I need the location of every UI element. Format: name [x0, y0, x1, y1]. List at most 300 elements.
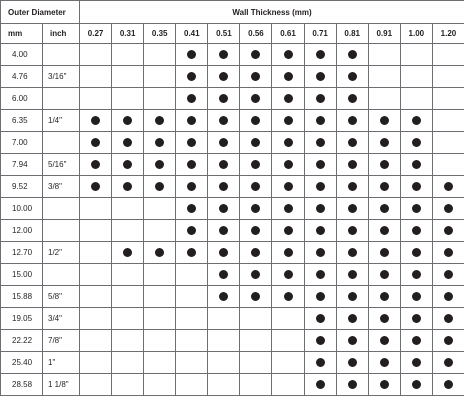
table-row — [1, 352, 464, 374]
availability-cell — [368, 242, 400, 264]
availability-cell — [432, 308, 464, 330]
available-dot-icon — [444, 182, 453, 191]
available-dot-icon — [155, 182, 164, 191]
available-dot-icon — [91, 138, 100, 147]
mm-cell: 7.94 — [1, 154, 43, 176]
availability-cell — [304, 132, 336, 154]
availability-cell — [176, 308, 208, 330]
availability-cell — [144, 198, 176, 220]
available-dot-icon — [284, 248, 293, 257]
mm-cell: 6.35 — [1, 110, 43, 132]
available-dot-icon — [412, 314, 421, 323]
available-dot-icon — [123, 182, 132, 191]
availability-cell — [80, 374, 112, 396]
availability-cell — [240, 330, 272, 352]
inch-cell — [43, 264, 80, 286]
table-row — [1, 198, 464, 220]
available-dot-icon — [123, 138, 132, 147]
availability-cell — [208, 198, 240, 220]
availability-cell — [336, 88, 368, 110]
availability-cell — [176, 88, 208, 110]
available-dot-icon — [316, 138, 325, 147]
available-dot-icon — [284, 94, 293, 103]
available-dot-icon — [348, 160, 357, 169]
availability-cell — [432, 154, 464, 176]
availability-cell — [272, 308, 304, 330]
available-dot-icon — [123, 116, 132, 125]
availability-cell — [208, 308, 240, 330]
available-dot-icon — [444, 248, 453, 257]
availability-cell — [400, 374, 432, 396]
inch-cell: 5/16" — [43, 154, 80, 176]
availability-cell — [144, 330, 176, 352]
availability-cell — [240, 352, 272, 374]
available-dot-icon — [348, 226, 357, 235]
available-dot-icon — [187, 94, 196, 103]
available-dot-icon — [348, 116, 357, 125]
mm-cell: 7.00 — [1, 132, 43, 154]
availability-cell — [208, 66, 240, 88]
availability-cell — [176, 330, 208, 352]
available-dot-icon — [380, 248, 389, 257]
availability-cell — [240, 44, 272, 66]
available-dot-icon — [316, 380, 325, 389]
availability-cell — [80, 220, 112, 242]
available-dot-icon — [219, 94, 228, 103]
available-dot-icon — [284, 204, 293, 213]
inch-cell — [43, 88, 80, 110]
available-dot-icon — [316, 94, 325, 103]
availability-cell — [240, 154, 272, 176]
availability-cell — [208, 286, 240, 308]
availability-cell — [80, 242, 112, 264]
mm-cell: 25.40 — [1, 352, 43, 374]
wall-thickness-header: Wall Thickness (mm) — [80, 1, 464, 24]
availability-cell — [144, 220, 176, 242]
available-dot-icon — [316, 314, 325, 323]
available-dot-icon — [316, 182, 325, 191]
table-row — [1, 220, 464, 242]
availability-cell — [80, 132, 112, 154]
thickness-column-header: 0.41 — [176, 24, 208, 44]
table-row — [1, 330, 464, 352]
availability-cell — [368, 154, 400, 176]
availability-cell — [336, 110, 368, 132]
availability-cell — [176, 44, 208, 66]
mm-cell: 12.70 — [1, 242, 43, 264]
availability-cell — [112, 330, 144, 352]
availability-cell — [144, 44, 176, 66]
availability-cell — [208, 44, 240, 66]
available-dot-icon — [444, 292, 453, 301]
available-dot-icon — [219, 248, 228, 257]
availability-cell — [176, 132, 208, 154]
available-dot-icon — [348, 380, 357, 389]
availability-cell — [112, 66, 144, 88]
availability-cell — [208, 132, 240, 154]
availability-cell — [432, 198, 464, 220]
availability-cell — [336, 264, 368, 286]
availability-cell — [432, 110, 464, 132]
availability-cell — [112, 88, 144, 110]
available-dot-icon — [219, 270, 228, 279]
available-dot-icon — [412, 380, 421, 389]
available-dot-icon — [412, 270, 421, 279]
available-dot-icon — [187, 138, 196, 147]
availability-cell — [176, 220, 208, 242]
available-dot-icon — [284, 182, 293, 191]
mm-cell: 12.00 — [1, 220, 43, 242]
available-dot-icon — [348, 270, 357, 279]
header-row-sub — [1, 24, 464, 44]
availability-cell — [80, 264, 112, 286]
available-dot-icon — [348, 94, 357, 103]
available-dot-icon — [348, 358, 357, 367]
mm-cell: 6.00 — [1, 88, 43, 110]
availability-cell — [112, 264, 144, 286]
availability-cell — [336, 220, 368, 242]
availability-cell — [144, 286, 176, 308]
available-dot-icon — [219, 182, 228, 191]
availability-cell — [432, 66, 464, 88]
mm-cell: 4.00 — [1, 44, 43, 66]
availability-cell — [80, 308, 112, 330]
availability-cell — [400, 154, 432, 176]
availability-cell — [368, 220, 400, 242]
inch-cell — [43, 44, 80, 66]
availability-cell — [208, 220, 240, 242]
mm-cell: 22.22 — [1, 330, 43, 352]
available-dot-icon — [91, 160, 100, 169]
availability-cell — [272, 110, 304, 132]
availability-cell — [368, 66, 400, 88]
available-dot-icon — [444, 204, 453, 213]
availability-cell — [432, 220, 464, 242]
availability-cell — [400, 132, 432, 154]
mm-cell: 19.05 — [1, 308, 43, 330]
available-dot-icon — [380, 138, 389, 147]
available-dot-icon — [187, 182, 196, 191]
available-dot-icon — [348, 314, 357, 323]
available-dot-icon — [348, 204, 357, 213]
inch-cell: 7/8" — [43, 330, 80, 352]
availability-cell — [240, 374, 272, 396]
availability-cell — [304, 242, 336, 264]
table-body — [1, 44, 464, 396]
inch-cell: 1/4" — [43, 110, 80, 132]
inch-cell: 1/2" — [43, 242, 80, 264]
availability-cell — [400, 110, 432, 132]
availability-cell — [208, 154, 240, 176]
availability-cell — [176, 198, 208, 220]
available-dot-icon — [251, 160, 260, 169]
availability-cell — [80, 286, 112, 308]
thickness-column-header: 0.31 — [112, 24, 144, 44]
availability-cell — [112, 286, 144, 308]
available-dot-icon — [284, 160, 293, 169]
availability-cell — [400, 330, 432, 352]
available-dot-icon — [316, 160, 325, 169]
mm-cell: 15.00 — [1, 264, 43, 286]
available-dot-icon — [444, 336, 453, 345]
available-dot-icon — [187, 50, 196, 59]
available-dot-icon — [348, 248, 357, 257]
availability-cell — [144, 176, 176, 198]
available-dot-icon — [316, 336, 325, 345]
availability-cell — [432, 264, 464, 286]
availability-cell — [368, 352, 400, 374]
available-dot-icon — [380, 204, 389, 213]
availability-cell — [304, 44, 336, 66]
inch-column-header: inch — [43, 24, 80, 44]
available-dot-icon — [284, 50, 293, 59]
availability-cell — [304, 264, 336, 286]
availability-cell — [144, 110, 176, 132]
availability-cell — [80, 352, 112, 374]
available-dot-icon — [91, 116, 100, 125]
availability-cell — [112, 44, 144, 66]
available-dot-icon — [412, 336, 421, 345]
available-dot-icon — [251, 182, 260, 191]
thickness-column-header: 0.81 — [336, 24, 368, 44]
thickness-column-header: 0.56 — [240, 24, 272, 44]
availability-cell — [272, 88, 304, 110]
available-dot-icon — [348, 138, 357, 147]
availability-cell — [304, 176, 336, 198]
available-dot-icon — [348, 182, 357, 191]
availability-cell — [240, 242, 272, 264]
thickness-column-header: 0.27 — [80, 24, 112, 44]
thickness-column-header: 0.35 — [144, 24, 176, 44]
availability-cell — [400, 220, 432, 242]
available-dot-icon — [316, 72, 325, 81]
availability-cell — [208, 352, 240, 374]
availability-cell — [336, 352, 368, 374]
availability-cell — [80, 110, 112, 132]
availability-cell — [80, 198, 112, 220]
availability-cell — [432, 286, 464, 308]
availability-cell — [208, 330, 240, 352]
available-dot-icon — [284, 116, 293, 125]
availability-cell — [176, 374, 208, 396]
availability-cell — [240, 286, 272, 308]
availability-cell — [272, 374, 304, 396]
availability-cell — [432, 132, 464, 154]
availability-cell — [304, 352, 336, 374]
available-dot-icon — [155, 116, 164, 125]
available-dot-icon — [251, 72, 260, 81]
table-row — [1, 264, 464, 286]
available-dot-icon — [412, 204, 421, 213]
availability-cell — [272, 176, 304, 198]
available-dot-icon — [155, 248, 164, 257]
availability-cell — [336, 66, 368, 88]
available-dot-icon — [251, 94, 260, 103]
availability-cell — [368, 264, 400, 286]
availability-cell — [176, 110, 208, 132]
availability-cell — [336, 242, 368, 264]
availability-cell — [336, 176, 368, 198]
available-dot-icon — [284, 270, 293, 279]
inch-cell: 3/16" — [43, 66, 80, 88]
availability-cell — [400, 242, 432, 264]
availability-cell — [176, 176, 208, 198]
availability-cell — [176, 286, 208, 308]
availability-cell — [80, 88, 112, 110]
thickness-column-header: 0.51 — [208, 24, 240, 44]
available-dot-icon — [219, 138, 228, 147]
available-dot-icon — [219, 50, 228, 59]
available-dot-icon — [316, 204, 325, 213]
availability-cell — [144, 88, 176, 110]
available-dot-icon — [412, 160, 421, 169]
available-dot-icon — [444, 358, 453, 367]
mm-column-header: mm — [1, 24, 43, 44]
availability-cell — [240, 176, 272, 198]
availability-cell — [400, 176, 432, 198]
availability-cell — [144, 374, 176, 396]
availability-cell — [400, 44, 432, 66]
available-dot-icon — [187, 226, 196, 235]
available-dot-icon — [444, 380, 453, 389]
availability-cell — [400, 264, 432, 286]
available-dot-icon — [251, 116, 260, 125]
available-dot-icon — [380, 116, 389, 125]
availability-cell — [112, 220, 144, 242]
availability-cell — [144, 242, 176, 264]
availability-cell — [208, 176, 240, 198]
available-dot-icon — [251, 270, 260, 279]
available-dot-icon — [380, 270, 389, 279]
available-dot-icon — [380, 314, 389, 323]
available-dot-icon — [380, 292, 389, 301]
mm-cell: 10.00 — [1, 198, 43, 220]
availability-cell — [176, 352, 208, 374]
availability-cell — [272, 242, 304, 264]
available-dot-icon — [123, 160, 132, 169]
available-dot-icon — [187, 72, 196, 81]
thickness-column-header: 0.91 — [368, 24, 400, 44]
availability-cell — [112, 242, 144, 264]
availability-cell — [368, 308, 400, 330]
inch-cell — [43, 220, 80, 242]
availability-cell — [304, 66, 336, 88]
availability-cell — [272, 286, 304, 308]
available-dot-icon — [380, 160, 389, 169]
availability-cell — [112, 374, 144, 396]
availability-cell — [368, 286, 400, 308]
availability-cell — [432, 88, 464, 110]
availability-cell — [400, 88, 432, 110]
available-dot-icon — [348, 72, 357, 81]
availability-cell — [240, 110, 272, 132]
available-dot-icon — [380, 226, 389, 235]
availability-cell — [304, 198, 336, 220]
available-dot-icon — [219, 292, 228, 301]
available-dot-icon — [412, 358, 421, 367]
availability-cell — [400, 198, 432, 220]
table-row — [1, 374, 464, 396]
available-dot-icon — [123, 248, 132, 257]
availability-cell — [144, 308, 176, 330]
availability-cell — [368, 198, 400, 220]
thickness-column-header: 0.61 — [272, 24, 304, 44]
table-row — [1, 242, 464, 264]
availability-cell — [208, 88, 240, 110]
availability-cell — [144, 66, 176, 88]
available-dot-icon — [380, 358, 389, 367]
table-row — [1, 132, 464, 154]
available-dot-icon — [187, 204, 196, 213]
inch-cell — [43, 132, 80, 154]
availability-cell — [144, 154, 176, 176]
availability-cell — [368, 330, 400, 352]
available-dot-icon — [316, 226, 325, 235]
table-row — [1, 66, 464, 88]
available-dot-icon — [284, 138, 293, 147]
thickness-column-header: 1.00 — [400, 24, 432, 44]
availability-cell — [112, 352, 144, 374]
available-dot-icon — [316, 116, 325, 125]
available-dot-icon — [412, 226, 421, 235]
availability-cell — [304, 110, 336, 132]
availability-cell — [304, 88, 336, 110]
availability-cell — [112, 308, 144, 330]
thickness-column-header: 1.20 — [432, 24, 464, 44]
available-dot-icon — [284, 292, 293, 301]
available-dot-icon — [348, 50, 357, 59]
availability-cell — [176, 66, 208, 88]
available-dot-icon — [444, 270, 453, 279]
table-row — [1, 286, 464, 308]
availability-cell — [144, 264, 176, 286]
inch-cell: 3/4" — [43, 308, 80, 330]
availability-cell — [368, 176, 400, 198]
availability-cell — [368, 88, 400, 110]
availability-cell — [400, 286, 432, 308]
availability-cell — [400, 352, 432, 374]
mm-cell: 28.58 — [1, 374, 43, 396]
available-dot-icon — [251, 50, 260, 59]
availability-cell — [432, 330, 464, 352]
availability-cell — [432, 242, 464, 264]
availability-cell — [80, 66, 112, 88]
availability-cell — [368, 110, 400, 132]
available-dot-icon — [219, 204, 228, 213]
availability-cell — [304, 220, 336, 242]
inch-cell — [43, 198, 80, 220]
availability-cell — [240, 308, 272, 330]
availability-cell — [176, 264, 208, 286]
table-row — [1, 154, 464, 176]
availability-cell — [208, 374, 240, 396]
availability-cell — [272, 44, 304, 66]
availability-cell — [272, 330, 304, 352]
availability-cell — [80, 176, 112, 198]
availability-cell — [368, 132, 400, 154]
available-dot-icon — [187, 160, 196, 169]
availability-cell — [240, 220, 272, 242]
available-dot-icon — [187, 248, 196, 257]
available-dot-icon — [316, 358, 325, 367]
available-dot-icon — [348, 292, 357, 301]
inch-cell: 5/8" — [43, 286, 80, 308]
availability-cell — [208, 264, 240, 286]
availability-cell — [336, 44, 368, 66]
availability-cell — [272, 66, 304, 88]
availability-cell — [400, 66, 432, 88]
availability-cell — [176, 242, 208, 264]
